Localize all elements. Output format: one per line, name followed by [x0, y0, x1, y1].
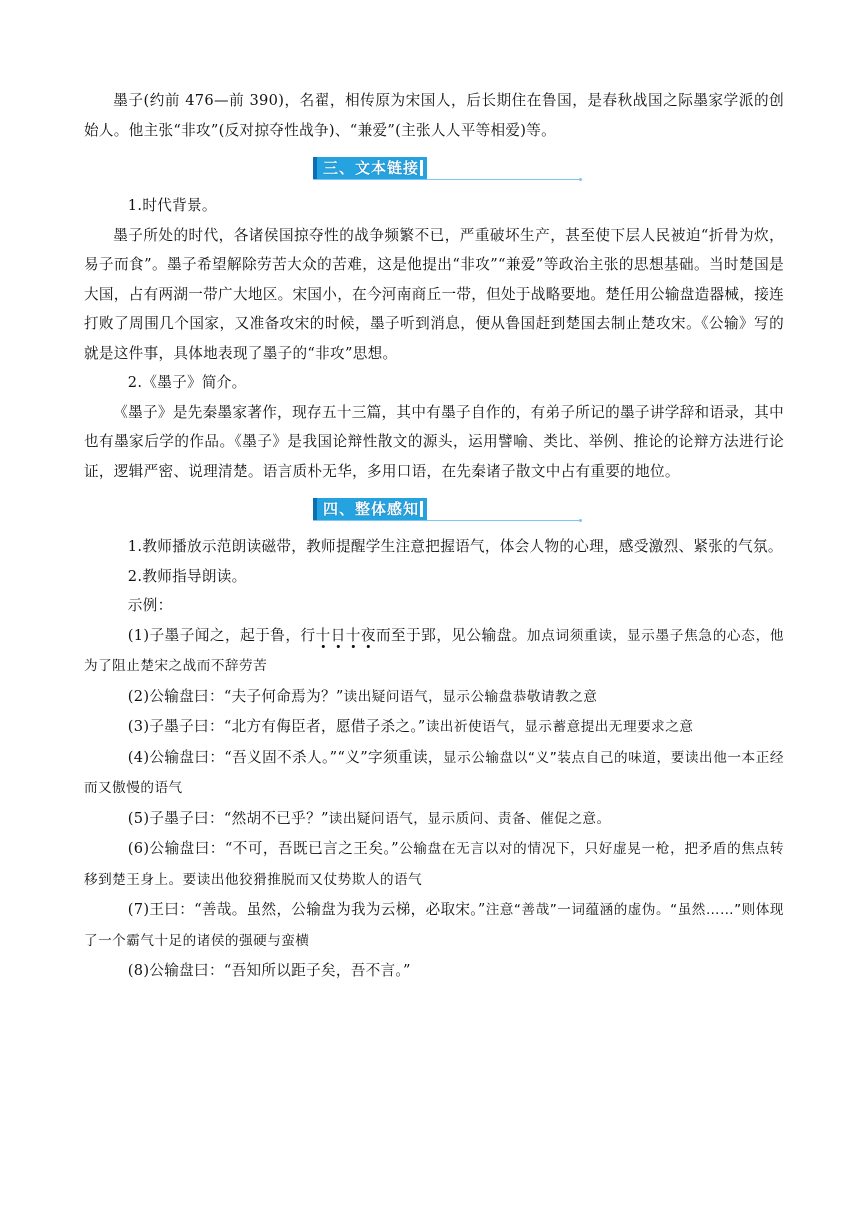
example-note: 读出祈使语气，显示蓄意提出无理要求之意: [425, 719, 694, 735]
list-item: 1.教师播放示范朗读磁带，教师提醒学生注意把握语气，体会人物的心理，感受激烈、紧张的气氛。: [127, 538, 783, 555]
section-heading-4: [84, 488, 784, 532]
example-5: [84, 804, 784, 835]
heading-banner: [313, 498, 427, 520]
example-8: [84, 956, 784, 986]
dotted-char: 十: [345, 626, 361, 644]
heading-underline: [313, 520, 579, 521]
example-note: 读出疑问语气，显示公输盘恭敬请教之意: [343, 688, 598, 705]
heading-bar-icon: [420, 160, 423, 176]
example-text: (3)子墨子曰：“北方有侮臣者，愿借子杀之。”: [127, 718, 426, 735]
example-3: [84, 712, 784, 743]
dotted-char: 夜: [360, 626, 376, 644]
example-text: (2)公输盘曰：“夫子何命焉为？”: [127, 687, 344, 705]
example-note: 显示公输盘以“义”装点自己的味道，要读出他一本正经而又傲慢的语气: [84, 749, 784, 796]
heading-underline: [313, 179, 579, 180]
heading-bar-icon: [420, 501, 423, 517]
example-note: 注意“善哉”一词蕴涵的虚伪。“虽然……”则体现了一个霸气十足的诸侯的强硬与蛮横: [84, 902, 784, 949]
example-6: [84, 834, 784, 895]
example-text: (5)子墨子曰：“然胡不已乎？”: [127, 809, 329, 827]
item-title: 2.《墨子》简介。: [127, 374, 247, 391]
heading-text: 三、文本链接: [323, 159, 420, 177]
example-1: [84, 621, 784, 682]
document-page: [84, 86, 784, 986]
example-7: [84, 895, 784, 956]
example-text: 而至于郢，见公输盘。: [375, 626, 527, 644]
heading-text: 四、整体感知: [323, 500, 420, 518]
example-note: 读出疑问语气，显示质问、责备、催促之意。: [328, 810, 611, 827]
paragraph-mozi-intro: 《墨子》是先秦墨家著作，现存五十三篇，其中有墨子自作的，有弟子所记的墨子讲学辞和语录，其中也有墨家后学的作品。《墨子》是我国论辩性散文的源头，运用譬喻、类比、举例、推论的论辩方法进行论证，逻辑严密、说理清楚。语言质朴无华，多用口语，在先秦诸子散文中占有重要的地位。: [84, 403, 784, 480]
list-item: 2.教师指导朗读。: [127, 567, 247, 585]
example-text: (7)王曰：“善哉。虽然，公输盘为我为云梯，必取宋。”: [127, 901, 486, 918]
example-text: (8)公输盘曰：“吾知所以距子矣，吾不言。”: [127, 962, 411, 979]
example-label: 示例：: [127, 597, 173, 614]
example-text: (6)公输盘曰：“不可，吾既已言之王矣。”: [127, 840, 399, 857]
paragraph-background: 墨子所处的时代，各诸侯国掠夺性的战争频繁不已，严重破坏生产，甚至使下层人民被迫“折骨为炊，易子而食”。墨子希望解除劳苦大众的苦难，这是他提出“非攻”“兼爱”等政治主张的思想基础。当时楚国是大国，占有两湖一带广大地区。宋国小，在今河南商丘一带，但处于战略要地。楚任用公输盘造器械，接连打败了周围几个国家，又准备攻宋的时候，墨子听到消息，便从鲁国赶到楚国去制止楚攻宋。《公输》写的就是这件事，具体地表现了墨子的“非攻”思想。: [84, 226, 785, 362]
example-note: 公输盘在无言以对的情况下，只好虚晃一枪，把矛盾的焦点转移到楚王身上。要读出他狡猾推脱而又仗势欺人的语气: [84, 841, 784, 888]
example-4: [84, 743, 784, 804]
dotted-char: 日: [330, 626, 346, 644]
example-2: [84, 682, 784, 713]
heading-banner: [313, 157, 427, 179]
dotted-char: 十: [315, 626, 331, 644]
example-note: 加点词须重读，显示墨子焦急的心态，他为了阻止楚宋之战而不辞劳苦: [84, 627, 784, 674]
example-text: (4)公输盘曰：“吾义固不杀人。”“义”字须重读，: [127, 748, 443, 766]
item-title: 1.时代背景。: [127, 197, 217, 214]
example-text: (1)子墨子闻之，起于鲁，行: [127, 626, 316, 644]
intro-paragraph: 墨子(约前 476—前 390)，名翟，相传原为宋国人，后长期住在鲁国，是春秋战国之际墨家学派的创始人。他主张“非攻”(反对掠夺性战争)、“兼爱”(主张人人平等相爱)等。: [84, 92, 784, 139]
section-heading-3: [84, 147, 784, 191]
